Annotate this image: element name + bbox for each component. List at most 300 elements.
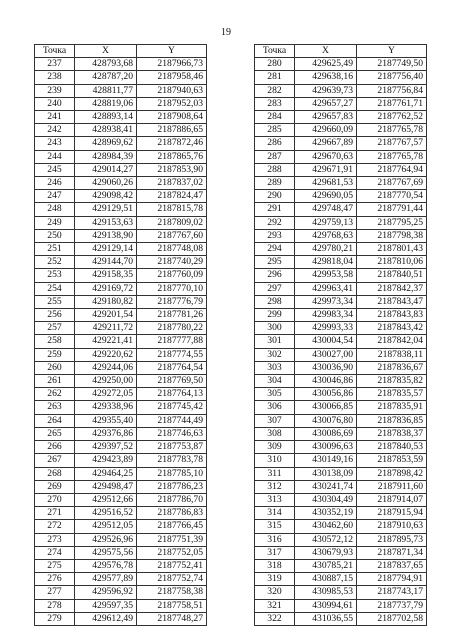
table-row — [255, 229, 427, 242]
y-coordinate-cell: 2187767,60 — [137, 229, 207, 242]
point-number-cell: 311 — [255, 467, 295, 480]
table-row — [255, 520, 427, 533]
point-number-cell: 257 — [35, 322, 75, 335]
x-coordinate-cell: 428938,41 — [75, 124, 137, 137]
y-coordinate-cell: 2187952,03 — [137, 97, 207, 110]
y-coordinate-cell: 2187766,45 — [137, 520, 207, 533]
y-coordinate-cell: 2187842,37 — [357, 282, 427, 295]
y-coordinate-cell: 2187762,52 — [357, 111, 427, 124]
y-coordinate-cell: 2187910,63 — [357, 520, 427, 533]
table-row — [35, 507, 207, 520]
point-number-cell: 308 — [255, 427, 295, 440]
x-coordinate-cell: 429169,72 — [75, 282, 137, 295]
table-row — [35, 414, 207, 427]
point-number-cell: 300 — [255, 322, 295, 335]
y-coordinate-cell: 2187843,42 — [357, 322, 427, 335]
point-number-cell: 313 — [255, 493, 295, 506]
x-coordinate-cell: 428793,68 — [75, 58, 137, 71]
table-row — [255, 480, 427, 493]
table-row — [255, 533, 427, 546]
point-number-cell: 264 — [35, 414, 75, 427]
point-number-cell: 271 — [35, 507, 75, 520]
y-coordinate-cell: 2187776,79 — [137, 295, 207, 308]
table-row — [35, 586, 207, 599]
x-coordinate-cell: 429780,21 — [295, 243, 357, 256]
x-coordinate-cell: 430076,80 — [295, 414, 357, 427]
x-coordinate-cell: 429612,49 — [75, 612, 137, 625]
table-row — [35, 203, 207, 216]
table-row — [35, 137, 207, 150]
y-coordinate-cell: 2187809,02 — [137, 216, 207, 229]
point-number-cell: 245 — [35, 163, 75, 176]
table-row — [35, 256, 207, 269]
table-row — [35, 190, 207, 203]
x-coordinate-cell: 429576,78 — [75, 559, 137, 572]
x-coordinate-cell: 429423,89 — [75, 454, 137, 467]
y-coordinate-cell: 2187843,47 — [357, 295, 427, 308]
point-number-cell: 286 — [255, 137, 295, 150]
x-coordinate-cell: 429575,56 — [75, 546, 137, 559]
y-coordinate-cell: 2187781,26 — [137, 309, 207, 322]
x-coordinate-cell: 429338,96 — [75, 401, 137, 414]
y-coordinate-cell: 2187737,79 — [357, 599, 427, 612]
y-coordinate-cell: 2187770,10 — [137, 282, 207, 295]
y-coordinate-cell: 2187838,11 — [357, 348, 427, 361]
table-row — [35, 599, 207, 612]
point-number-cell: 269 — [35, 480, 75, 493]
point-number-cell: 252 — [35, 256, 75, 269]
table-row — [35, 269, 207, 282]
point-number-cell: 297 — [255, 282, 295, 295]
table-row — [35, 348, 207, 361]
point-number-cell: 242 — [35, 124, 75, 137]
x-coordinate-cell: 429512,05 — [75, 520, 137, 533]
table-row — [255, 150, 427, 163]
x-coordinate-cell: 430027,00 — [295, 348, 357, 361]
y-coordinate-cell: 2187853,90 — [137, 163, 207, 176]
point-number-cell: 246 — [35, 177, 75, 190]
x-coordinate-cell: 429464,25 — [75, 467, 137, 480]
table-row — [35, 177, 207, 190]
point-number-cell: 244 — [35, 150, 75, 163]
x-coordinate-cell: 430994,61 — [295, 599, 357, 612]
y-coordinate-cell: 2187786,83 — [137, 507, 207, 520]
column-header-y: Y — [137, 45, 207, 58]
y-coordinate-cell: 2187780,22 — [137, 322, 207, 335]
x-coordinate-cell: 430046,86 — [295, 375, 357, 388]
table-row — [35, 111, 207, 124]
y-coordinate-cell: 2187842,04 — [357, 335, 427, 348]
x-coordinate-cell: 429768,63 — [295, 229, 357, 242]
table-row — [35, 124, 207, 137]
table-header-row — [255, 45, 427, 58]
x-coordinate-cell: 429158,35 — [75, 269, 137, 282]
point-number-cell: 301 — [255, 335, 295, 348]
table-row — [35, 454, 207, 467]
point-number-cell: 320 — [255, 586, 295, 599]
table-row — [255, 573, 427, 586]
y-coordinate-cell: 2187748,08 — [137, 243, 207, 256]
table-row — [35, 493, 207, 506]
x-coordinate-cell: 430304,49 — [295, 493, 357, 506]
table-row — [255, 322, 427, 335]
x-coordinate-cell: 429098,42 — [75, 190, 137, 203]
point-number-cell: 321 — [255, 599, 295, 612]
point-number-cell: 270 — [35, 493, 75, 506]
table-row — [35, 335, 207, 348]
x-coordinate-cell: 429963,41 — [295, 282, 357, 295]
x-coordinate-cell: 429973,34 — [295, 295, 357, 308]
point-number-cell: 266 — [35, 441, 75, 454]
x-coordinate-cell: 429657,27 — [295, 97, 357, 110]
x-coordinate-cell: 430138,09 — [295, 467, 357, 480]
table-row — [35, 546, 207, 559]
x-coordinate-cell: 429201,54 — [75, 309, 137, 322]
x-coordinate-cell: 429690,05 — [295, 190, 357, 203]
x-coordinate-cell: 429660,09 — [295, 124, 357, 137]
x-coordinate-cell: 429681,53 — [295, 177, 357, 190]
y-coordinate-cell: 2187744,49 — [137, 414, 207, 427]
point-number-cell: 243 — [35, 137, 75, 150]
point-number-cell: 256 — [35, 309, 75, 322]
table-row — [35, 216, 207, 229]
point-number-cell: 302 — [255, 348, 295, 361]
y-coordinate-cell: 2187815,78 — [137, 203, 207, 216]
y-coordinate-cell: 2187786,23 — [137, 480, 207, 493]
x-coordinate-cell: 429250,00 — [75, 375, 137, 388]
x-coordinate-cell: 429376,86 — [75, 427, 137, 440]
x-coordinate-cell: 429526,96 — [75, 533, 137, 546]
x-coordinate-cell: 430036,90 — [295, 361, 357, 374]
point-number-cell: 275 — [35, 559, 75, 572]
y-coordinate-cell: 2187746,63 — [137, 427, 207, 440]
y-coordinate-cell: 2187824,47 — [137, 190, 207, 203]
table-row — [255, 163, 427, 176]
point-number-cell: 284 — [255, 111, 295, 124]
y-coordinate-cell: 2187835,91 — [357, 401, 427, 414]
point-number-cell: 303 — [255, 361, 295, 374]
x-coordinate-cell: 430241,74 — [295, 480, 357, 493]
point-number-cell: 298 — [255, 295, 295, 308]
y-coordinate-cell: 2187835,57 — [357, 388, 427, 401]
y-coordinate-cell: 2187752,74 — [137, 573, 207, 586]
y-coordinate-cell: 2187865,76 — [137, 150, 207, 163]
y-coordinate-cell: 2187837,65 — [357, 559, 427, 572]
y-coordinate-cell: 2187840,51 — [357, 269, 427, 282]
point-number-cell: 310 — [255, 454, 295, 467]
point-number-cell: 306 — [255, 401, 295, 414]
point-number-cell: 299 — [255, 309, 295, 322]
point-number-cell: 260 — [35, 361, 75, 374]
y-coordinate-cell: 2187871,34 — [357, 546, 427, 559]
x-coordinate-cell: 430462,60 — [295, 520, 357, 533]
y-coordinate-cell: 2187749,50 — [357, 58, 427, 71]
x-coordinate-cell: 429221,41 — [75, 335, 137, 348]
x-coordinate-cell: 428984,39 — [75, 150, 137, 163]
table-row — [255, 559, 427, 572]
coordinates-table-right — [254, 44, 427, 626]
table-row — [255, 586, 427, 599]
y-coordinate-cell: 2187886,65 — [137, 124, 207, 137]
point-number-cell: 307 — [255, 414, 295, 427]
point-number-cell: 250 — [35, 229, 75, 242]
y-coordinate-cell: 2187769,50 — [137, 375, 207, 388]
y-coordinate-cell: 2187767,57 — [357, 137, 427, 150]
y-coordinate-cell: 2187836,67 — [357, 361, 427, 374]
point-number-cell: 293 — [255, 229, 295, 242]
y-coordinate-cell: 2187764,54 — [137, 361, 207, 374]
y-coordinate-cell: 2187786,70 — [137, 493, 207, 506]
y-coordinate-cell: 2187911,60 — [357, 480, 427, 493]
x-coordinate-cell: 430149,16 — [295, 454, 357, 467]
point-number-cell: 267 — [35, 454, 75, 467]
table-row — [35, 282, 207, 295]
x-coordinate-cell: 429596,92 — [75, 586, 137, 599]
x-coordinate-cell: 429983,34 — [295, 309, 357, 322]
point-number-cell: 263 — [35, 401, 75, 414]
point-number-cell: 318 — [255, 559, 295, 572]
y-coordinate-cell: 2187702,58 — [357, 612, 427, 625]
x-coordinate-cell: 430985,53 — [295, 586, 357, 599]
y-coordinate-cell: 2187752,05 — [137, 546, 207, 559]
y-coordinate-cell: 2187758,38 — [137, 586, 207, 599]
point-number-cell: 290 — [255, 190, 295, 203]
x-coordinate-cell: 429625,49 — [295, 58, 357, 71]
y-coordinate-cell: 2187835,82 — [357, 375, 427, 388]
point-number-cell: 314 — [255, 507, 295, 520]
table-row — [255, 427, 427, 440]
x-coordinate-cell: 429272,05 — [75, 388, 137, 401]
table-row — [255, 216, 427, 229]
x-coordinate-cell: 430066,85 — [295, 401, 357, 414]
table-row — [35, 309, 207, 322]
table-row — [35, 375, 207, 388]
table-row — [255, 84, 427, 97]
x-coordinate-cell: 429597,35 — [75, 599, 137, 612]
x-coordinate-cell: 429577,89 — [75, 573, 137, 586]
table-row — [255, 111, 427, 124]
x-coordinate-cell: 430056,86 — [295, 388, 357, 401]
x-coordinate-cell: 428811,77 — [75, 84, 137, 97]
y-coordinate-cell: 2187958,46 — [137, 71, 207, 84]
table-row — [35, 467, 207, 480]
table-row — [255, 467, 427, 480]
x-coordinate-cell: 429014,27 — [75, 163, 137, 176]
y-coordinate-cell: 2187777,88 — [137, 335, 207, 348]
table-row — [255, 612, 427, 625]
y-coordinate-cell: 2187765,78 — [357, 150, 427, 163]
table-row — [255, 375, 427, 388]
point-number-cell: 261 — [35, 375, 75, 388]
point-number-cell: 281 — [255, 71, 295, 84]
table-row — [255, 493, 427, 506]
point-number-cell: 258 — [35, 335, 75, 348]
table-row — [35, 150, 207, 163]
coordinates-table-left — [34, 44, 207, 626]
y-coordinate-cell: 2187798,38 — [357, 229, 427, 242]
x-coordinate-cell: 431036,55 — [295, 612, 357, 625]
table-row — [35, 401, 207, 414]
table-row — [255, 282, 427, 295]
table-row — [255, 71, 427, 84]
point-number-cell: 265 — [35, 427, 75, 440]
x-coordinate-cell: 429244,06 — [75, 361, 137, 374]
x-coordinate-cell: 429670,63 — [295, 150, 357, 163]
table-row — [255, 388, 427, 401]
y-coordinate-cell: 2187837,02 — [137, 177, 207, 190]
x-coordinate-cell: 429129,51 — [75, 203, 137, 216]
column-header-x: X — [295, 45, 357, 58]
table-row — [35, 71, 207, 84]
x-coordinate-cell: 428969,62 — [75, 137, 137, 150]
table-row — [35, 229, 207, 242]
y-coordinate-cell: 2187966,73 — [137, 58, 207, 71]
table-row — [255, 309, 427, 322]
x-coordinate-cell: 429397,52 — [75, 441, 137, 454]
y-coordinate-cell: 2187794,91 — [357, 573, 427, 586]
point-number-cell: 316 — [255, 533, 295, 546]
point-number-cell: 279 — [35, 612, 75, 625]
x-coordinate-cell: 429516,52 — [75, 507, 137, 520]
point-number-cell: 312 — [255, 480, 295, 493]
x-coordinate-cell: 430572,12 — [295, 533, 357, 546]
x-coordinate-cell: 428787,20 — [75, 71, 137, 84]
y-coordinate-cell: 2187836,85 — [357, 414, 427, 427]
y-coordinate-cell: 2187785,10 — [137, 467, 207, 480]
point-number-cell: 294 — [255, 243, 295, 256]
table-row — [255, 454, 427, 467]
point-number-cell: 255 — [35, 295, 75, 308]
y-coordinate-cell: 2187838,37 — [357, 427, 427, 440]
y-coordinate-cell: 2187843,83 — [357, 309, 427, 322]
point-number-cell: 268 — [35, 467, 75, 480]
table-row — [255, 441, 427, 454]
x-coordinate-cell: 429060,26 — [75, 177, 137, 190]
table-row — [255, 546, 427, 559]
x-coordinate-cell: 429993,33 — [295, 322, 357, 335]
point-number-cell: 259 — [35, 348, 75, 361]
x-coordinate-cell: 429355,40 — [75, 414, 137, 427]
table-row — [255, 295, 427, 308]
table-row — [35, 163, 207, 176]
point-number-cell: 296 — [255, 269, 295, 282]
table-row — [255, 401, 427, 414]
table-row — [35, 441, 207, 454]
column-header-point: Точка — [35, 45, 75, 58]
table-row — [35, 295, 207, 308]
y-coordinate-cell: 2187740,29 — [137, 256, 207, 269]
x-coordinate-cell: 430352,19 — [295, 507, 357, 520]
y-coordinate-cell: 2187764,94 — [357, 163, 427, 176]
y-coordinate-cell: 2187765,78 — [357, 124, 427, 137]
x-coordinate-cell: 429667,89 — [295, 137, 357, 150]
point-number-cell: 277 — [35, 586, 75, 599]
table-row — [255, 348, 427, 361]
point-number-cell: 305 — [255, 388, 295, 401]
table-row — [255, 507, 427, 520]
point-number-cell: 292 — [255, 216, 295, 229]
table-row — [255, 414, 427, 427]
point-number-cell: 291 — [255, 203, 295, 216]
x-coordinate-cell: 429498,47 — [75, 480, 137, 493]
point-number-cell: 273 — [35, 533, 75, 546]
y-coordinate-cell: 2187914,07 — [357, 493, 427, 506]
x-coordinate-cell: 429144,70 — [75, 256, 137, 269]
table-row — [35, 97, 207, 110]
y-coordinate-cell: 2187915,94 — [357, 507, 427, 520]
x-coordinate-cell: 429657,83 — [295, 111, 357, 124]
x-coordinate-cell: 429180,82 — [75, 295, 137, 308]
x-coordinate-cell: 429759,13 — [295, 216, 357, 229]
x-coordinate-cell: 429129,14 — [75, 243, 137, 256]
x-coordinate-cell: 430785,21 — [295, 559, 357, 572]
y-coordinate-cell: 2187761,71 — [357, 97, 427, 110]
y-coordinate-cell: 2187743,17 — [357, 586, 427, 599]
x-coordinate-cell: 429638,16 — [295, 71, 357, 84]
y-coordinate-cell: 2187760,09 — [137, 269, 207, 282]
table-row — [255, 243, 427, 256]
table-row — [35, 243, 207, 256]
y-coordinate-cell: 2187795,25 — [357, 216, 427, 229]
y-coordinate-cell: 2187774,55 — [137, 348, 207, 361]
x-coordinate-cell: 430086,69 — [295, 427, 357, 440]
x-coordinate-cell: 429220,62 — [75, 348, 137, 361]
y-coordinate-cell: 2187872,46 — [137, 137, 207, 150]
y-coordinate-cell: 2187753,87 — [137, 441, 207, 454]
y-coordinate-cell: 2187745,42 — [137, 401, 207, 414]
y-coordinate-cell: 2187783,78 — [137, 454, 207, 467]
table-row — [255, 97, 427, 110]
point-number-cell: 319 — [255, 573, 295, 586]
table-row — [255, 177, 427, 190]
y-coordinate-cell: 2187895,73 — [357, 533, 427, 546]
table-row — [255, 58, 427, 71]
point-number-cell: 253 — [35, 269, 75, 282]
y-coordinate-cell: 2187908,64 — [137, 111, 207, 124]
y-coordinate-cell: 2187751,39 — [137, 533, 207, 546]
table-row — [255, 361, 427, 374]
table-row — [35, 322, 207, 335]
y-coordinate-cell: 2187756,40 — [357, 71, 427, 84]
y-coordinate-cell: 2187764,13 — [137, 388, 207, 401]
x-coordinate-cell: 429512,66 — [75, 493, 137, 506]
x-coordinate-cell: 428819,06 — [75, 97, 137, 110]
x-coordinate-cell: 429748,47 — [295, 203, 357, 216]
point-number-cell: 282 — [255, 84, 295, 97]
x-coordinate-cell: 429953,58 — [295, 269, 357, 282]
table-row — [35, 58, 207, 71]
y-coordinate-cell: 2187810,06 — [357, 256, 427, 269]
x-coordinate-cell: 428893,14 — [75, 111, 137, 124]
point-number-cell: 317 — [255, 546, 295, 559]
y-coordinate-cell: 2187801,43 — [357, 243, 427, 256]
y-coordinate-cell: 2187767,69 — [357, 177, 427, 190]
table-row — [35, 573, 207, 586]
y-coordinate-cell: 2187940,63 — [137, 84, 207, 97]
y-coordinate-cell: 2187791,44 — [357, 203, 427, 216]
table-row — [35, 520, 207, 533]
y-coordinate-cell: 2187752,41 — [137, 559, 207, 572]
table-row — [35, 480, 207, 493]
table-row — [255, 256, 427, 269]
table-row — [255, 190, 427, 203]
x-coordinate-cell: 429211,72 — [75, 322, 137, 335]
y-coordinate-cell: 2187758,51 — [137, 599, 207, 612]
table-row — [35, 612, 207, 625]
point-number-cell: 262 — [35, 388, 75, 401]
x-coordinate-cell: 430096,63 — [295, 441, 357, 454]
point-number-cell: 288 — [255, 163, 295, 176]
